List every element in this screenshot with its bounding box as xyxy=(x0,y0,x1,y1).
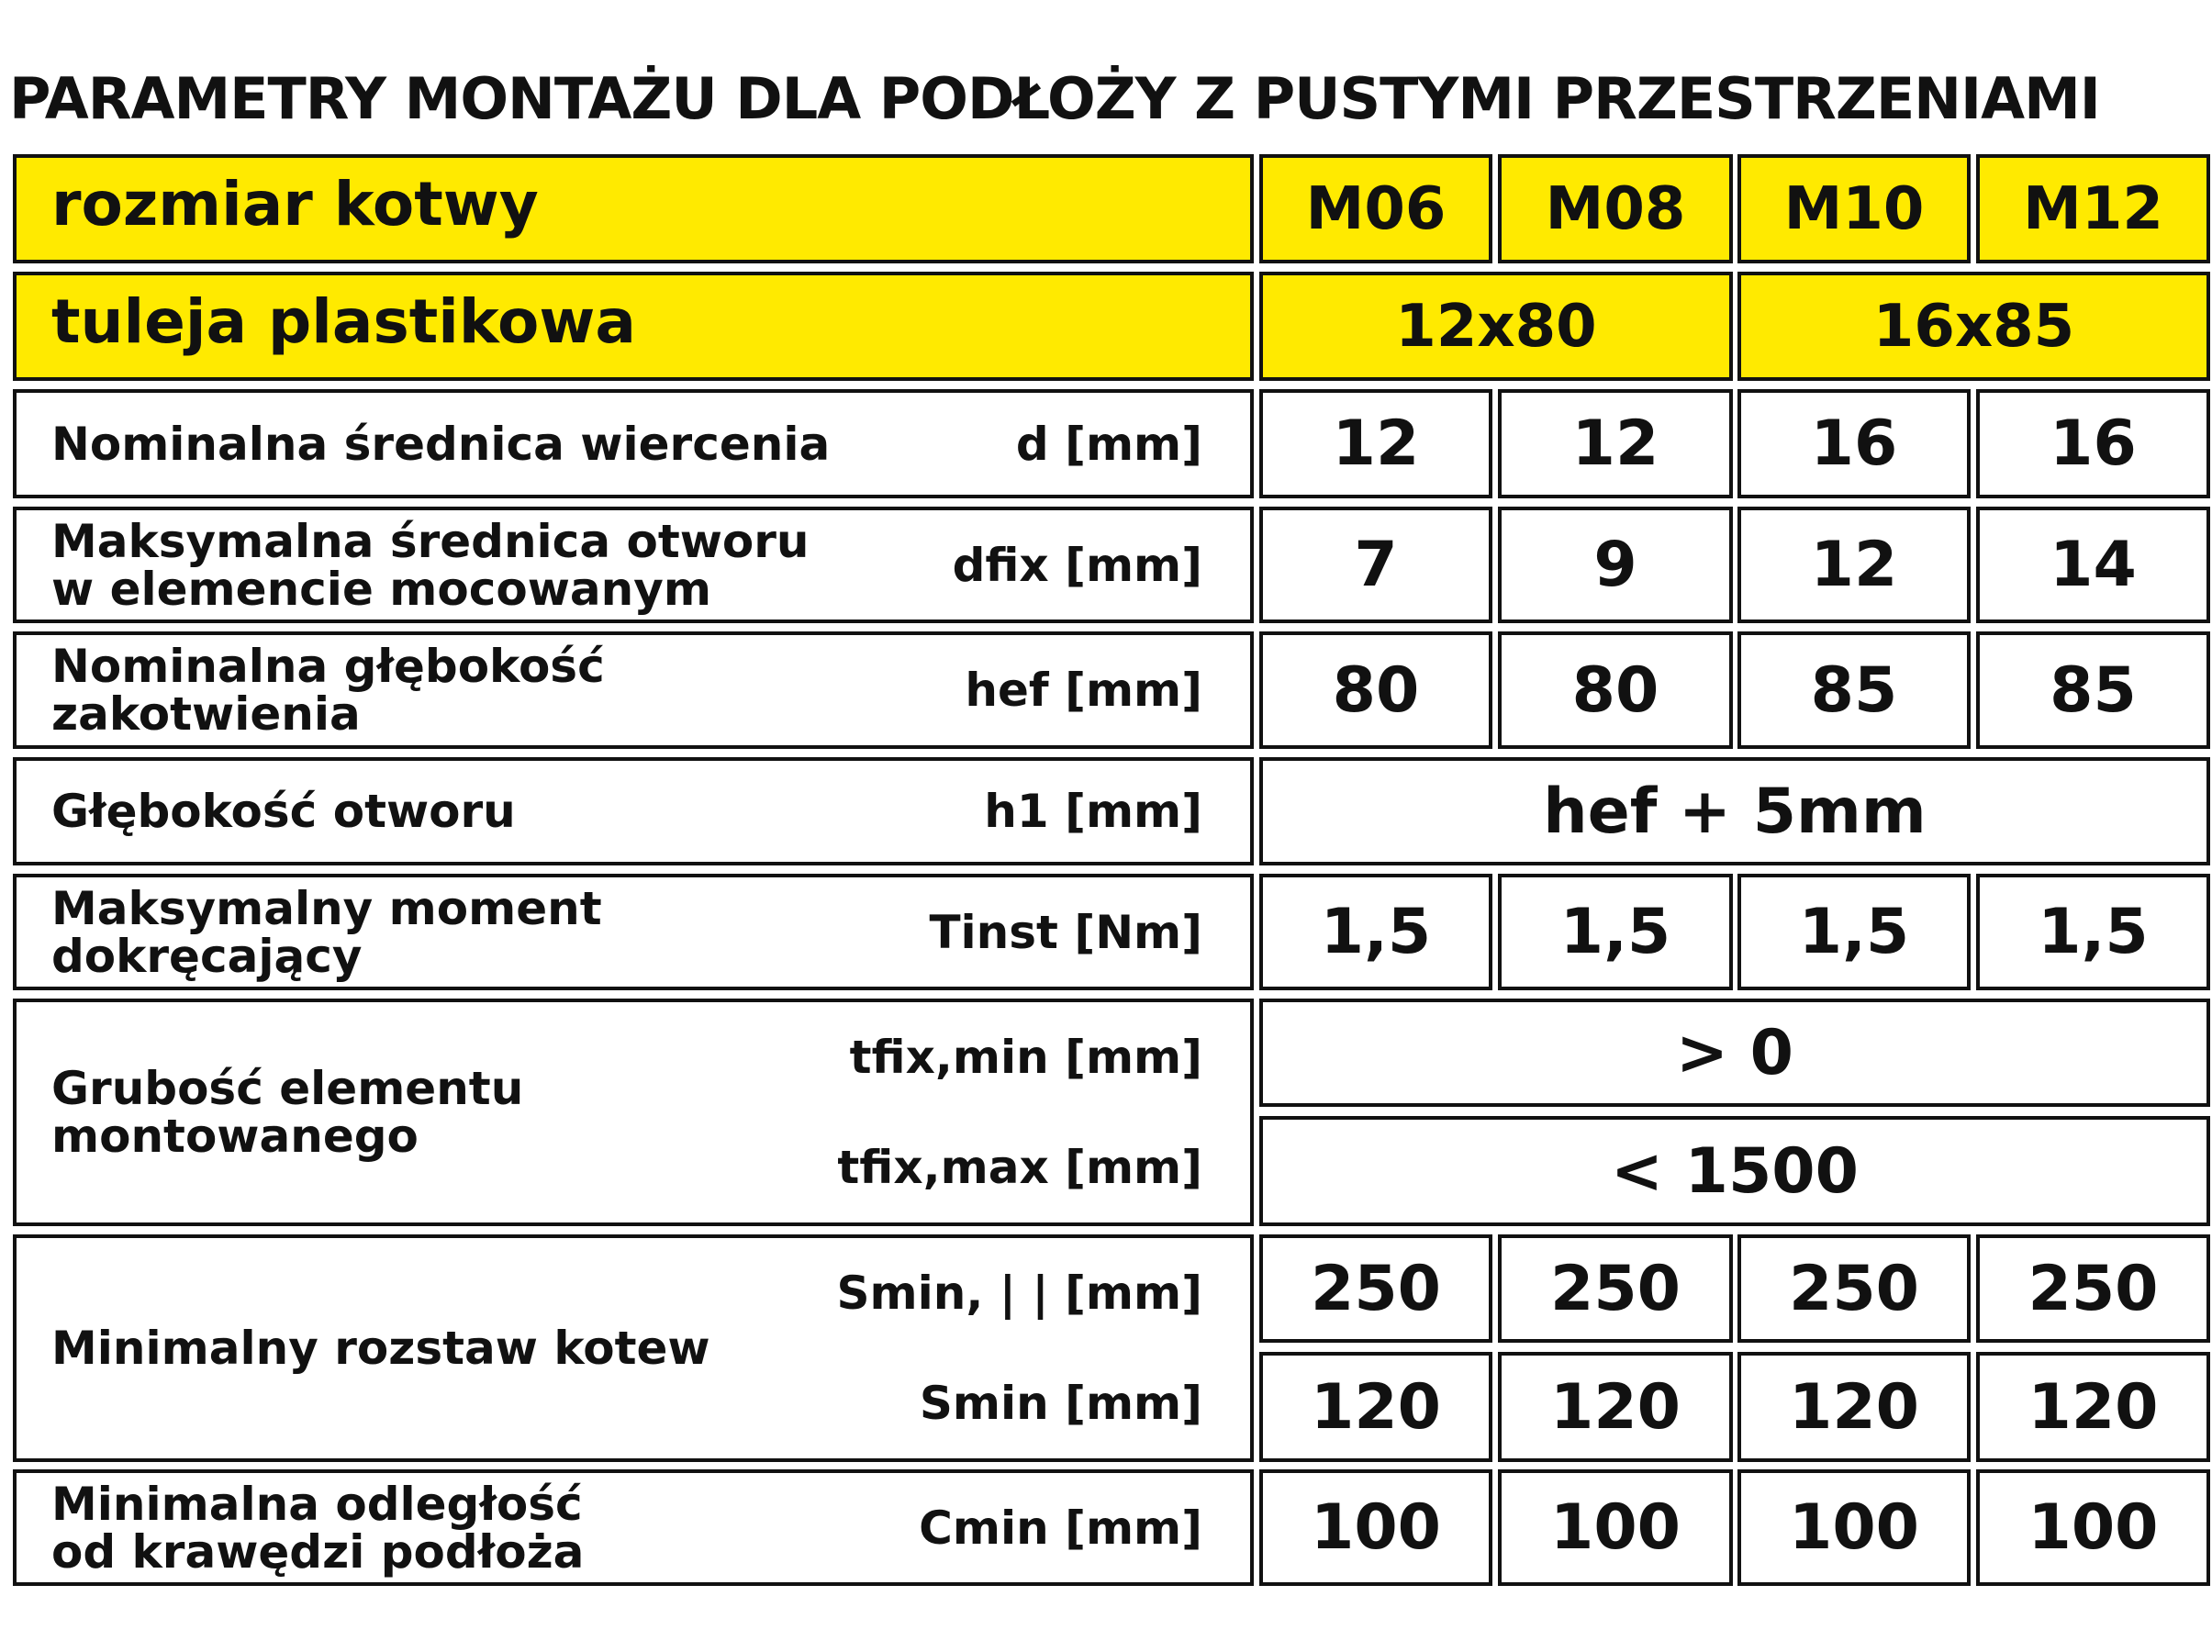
edge-distance-m06: 100 xyxy=(1259,1469,1492,1586)
torque-label: Maksymalny moment dokręcający xyxy=(51,881,602,983)
spacing-label: Minimalny rozstaw kotew xyxy=(51,1322,710,1375)
sleeve-label: tuleja plastikowa xyxy=(51,286,636,357)
spacing-m06: 120 xyxy=(1259,1352,1492,1462)
drill-diameter-label-cell xyxy=(13,389,1254,498)
hole-depth-value: hef + 5mm xyxy=(1259,757,2210,865)
anchorage-depth-m10: 85 xyxy=(1737,631,1971,749)
max-hole-diameter-label: Maksymalna średnica otworu w elemencie mocowanym xyxy=(51,514,810,616)
hole-depth-label-cell xyxy=(13,757,1254,865)
spacing-parallel-m10: 250 xyxy=(1737,1234,1971,1343)
sleeve-header-16x85: 16x85 xyxy=(1737,272,2210,381)
drill-diameter-m10: 16 xyxy=(1737,389,1971,498)
torque-m08: 1,5 xyxy=(1498,874,1733,990)
torque-label-cell xyxy=(13,874,1254,990)
edge-distance-label-cell xyxy=(13,1469,1254,1586)
torque-m12: 1,5 xyxy=(1976,874,2210,990)
spacing-m12: 120 xyxy=(1976,1352,2210,1462)
spacing-parallel-m12: 250 xyxy=(1976,1234,2210,1343)
thickness-min-value: > 0 xyxy=(1259,999,2210,1107)
drill-diameter-unit: d [mm] xyxy=(1015,417,1202,471)
anchorage-depth-m12: 85 xyxy=(1976,631,2210,749)
anchorage-depth-label: Nominalna głębokość zakotwienia xyxy=(51,640,605,741)
max-hole-diameter-label-cell xyxy=(13,507,1254,623)
max-hole-diameter-m06: 7 xyxy=(1259,507,1492,623)
hole-depth-label: Głębokość otworu xyxy=(51,785,516,838)
sleeve-header-12x80: 12x80 xyxy=(1259,272,1733,381)
spacing-label-cell xyxy=(13,1234,1254,1462)
anchorage-depth-m06: 80 xyxy=(1259,631,1492,749)
edge-distance-m08: 100 xyxy=(1498,1469,1733,1586)
edge-distance-m10: 100 xyxy=(1737,1469,1971,1586)
anchor-size-label-cell xyxy=(13,154,1254,263)
spacing-units xyxy=(837,1238,1203,1458)
max-hole-diameter-m10: 12 xyxy=(1737,507,1971,623)
page-title: PARAMETRY MONTAŻU DLA PODŁOŻY Z PUSTYMI PRZESTRZENIAMI xyxy=(9,65,2100,132)
spacing-unit: Smin [mm] xyxy=(919,1377,1202,1430)
drill-diameter-label: Nominalna średnica wiercenia xyxy=(51,417,831,471)
anchorage-depth-m08: 80 xyxy=(1498,631,1733,749)
thickness-label: Grubość elementu montowanego xyxy=(51,1062,524,1163)
size-header-m10: M10 xyxy=(1737,154,1971,263)
thickness-max-value: < 1500 xyxy=(1259,1116,2210,1226)
thickness-units xyxy=(837,1002,1202,1222)
torque-m06: 1,5 xyxy=(1259,874,1492,990)
edge-distance-label: Minimalna odległość od krawędzi podłoża xyxy=(51,1477,585,1579)
torque-m10: 1,5 xyxy=(1737,874,1971,990)
edge-distance-m12: 100 xyxy=(1976,1469,2210,1586)
spacing-parallel-m06: 250 xyxy=(1259,1234,1492,1343)
spacing-m10: 120 xyxy=(1737,1352,1971,1462)
spacing-parallel-m08: 250 xyxy=(1498,1234,1733,1343)
anchor-size-label: rozmiar kotwy xyxy=(51,169,539,240)
hole-depth-unit: h1 [mm] xyxy=(984,785,1202,838)
thickness-label-cell xyxy=(13,999,1254,1226)
thickness-min-unit: tfix,min [mm] xyxy=(849,1031,1202,1084)
drill-diameter-m12: 16 xyxy=(1976,389,2210,498)
drill-diameter-m08: 12 xyxy=(1498,389,1733,498)
size-header-m06: M06 xyxy=(1259,154,1492,263)
spacing-parallel-unit: Smin, | | [mm] xyxy=(836,1267,1202,1320)
max-hole-diameter-m12: 14 xyxy=(1976,507,2210,623)
size-header-m12: M12 xyxy=(1976,154,2210,263)
spacing-m08: 120 xyxy=(1498,1352,1733,1462)
drill-diameter-m06: 12 xyxy=(1259,389,1492,498)
torque-unit: Tinst [Nm] xyxy=(929,905,1202,959)
thickness-max-unit: tfix,max [mm] xyxy=(837,1141,1202,1194)
sleeve-label-cell xyxy=(13,272,1254,381)
anchorage-depth-label-cell xyxy=(13,631,1254,749)
size-header-m08: M08 xyxy=(1498,154,1733,263)
max-hole-diameter-unit: dfix [mm] xyxy=(952,538,1202,592)
max-hole-diameter-m08: 9 xyxy=(1498,507,1733,623)
edge-distance-unit: Cmin [mm] xyxy=(919,1501,1202,1555)
anchorage-depth-unit: hef [mm] xyxy=(965,664,1202,717)
